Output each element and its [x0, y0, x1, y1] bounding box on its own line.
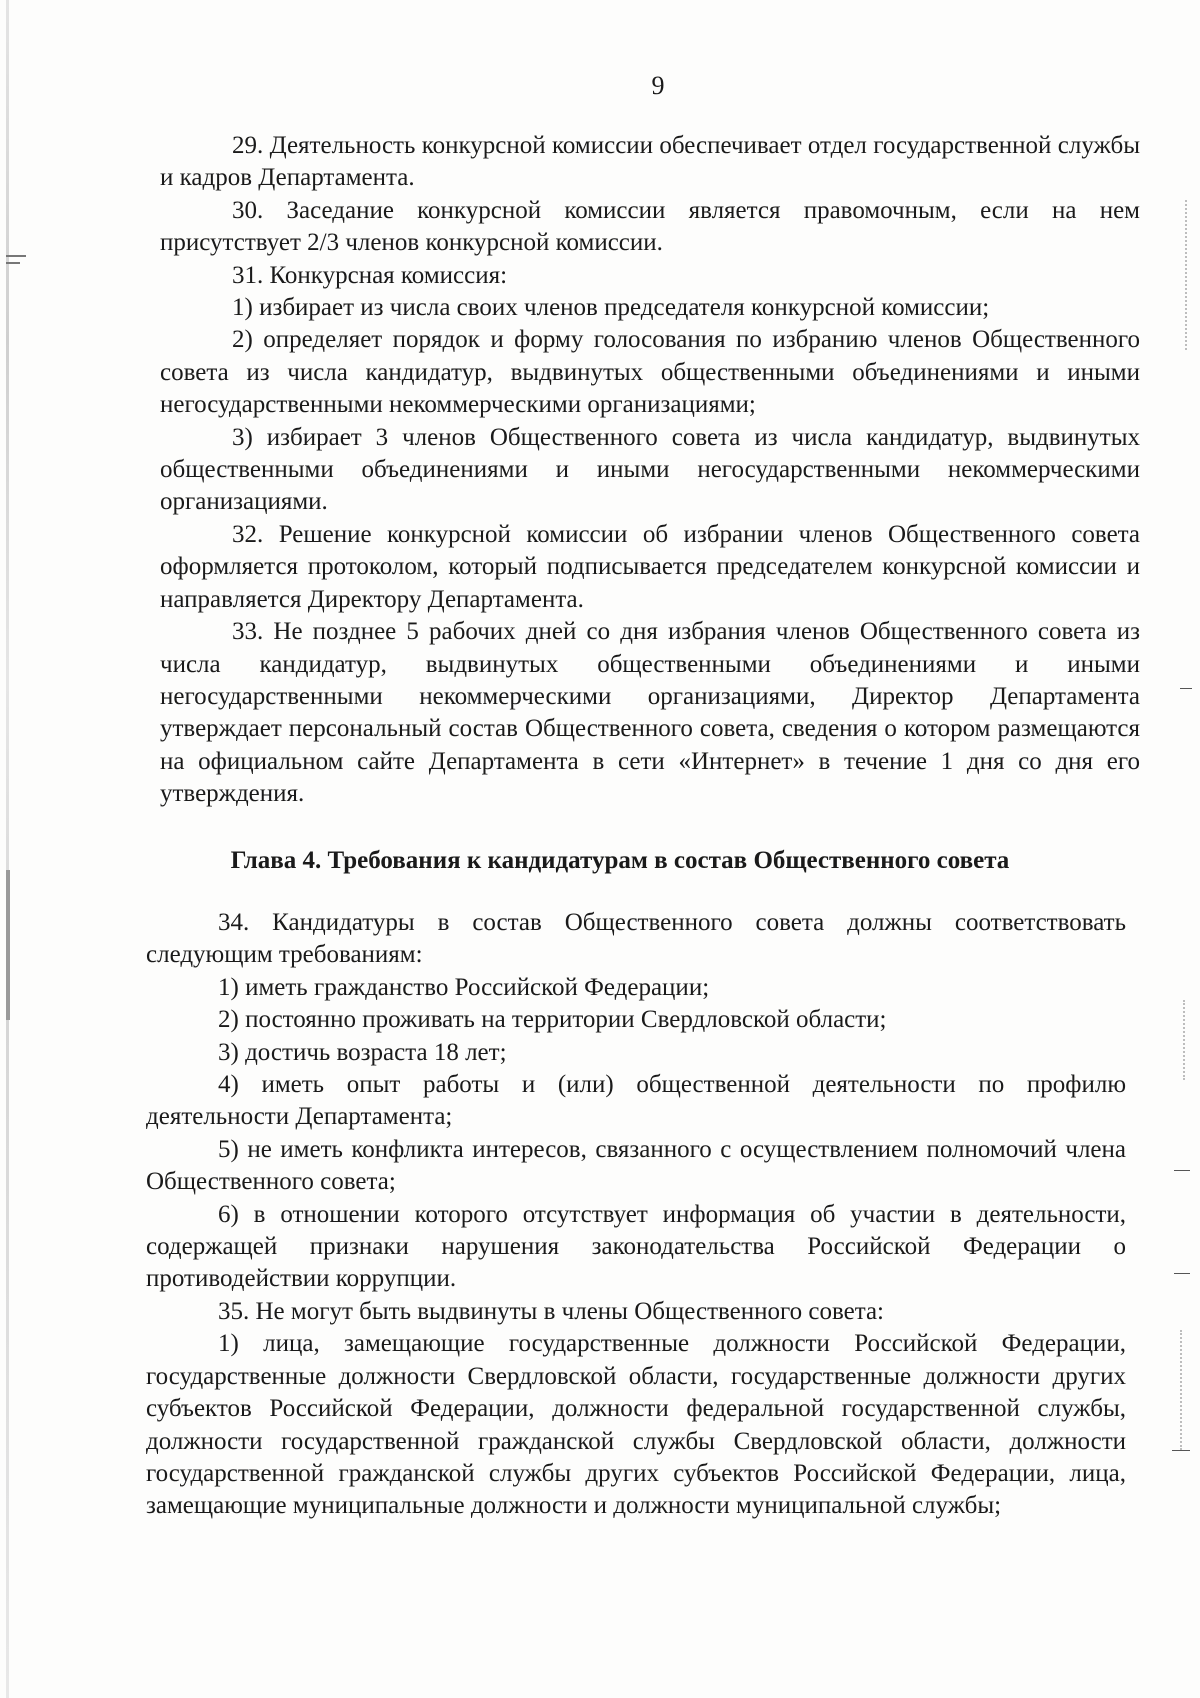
paragraph-31: 31. Конкурсная комиссия: — [232, 261, 508, 289]
paragraph-35: 35. Не могут быть выдвинуты в члены Общественного совета: — [218, 1297, 885, 1325]
scan-mark — [1180, 688, 1192, 689]
scan-mark — [1174, 1170, 1190, 1171]
list-item-34-6: 6) в отношении которого отсутствует информация об участии в деятельности, содержащей признаки нарушения законодательства Российской Федерации о противодействии коррупции. — [146, 1200, 1126, 1293]
scan-edge-artifact — [1185, 200, 1189, 350]
list-item-31-1: 1) избирает из числа своих членов председателя конкурсной комиссии; — [232, 294, 990, 322]
list-item-31-3: 3) избирает 3 членов Общественного совета из числа кандидатур, выдвинутых общественными объединениями и иными негосударственными некоммерческими организациями. — [160, 423, 1140, 516]
scan-mark — [6, 255, 26, 257]
list-item-31-2: 2) определяет порядок и форму голосования по избранию членов Общественного совета из числа кандидатур, выдвинутых общественными объединениями и иными негосударственными некоммерческими организациями; — [160, 326, 1140, 419]
scan-mark — [1174, 1273, 1190, 1274]
paragraph-33: 33. Не позднее 5 рабочих дней со дня избрания членов Общественного совета из числа кандидатур, выдвинутых общественными объединениями и иными негосударственными некоммерческими организациями, Директор Департамента утверждает персональный состав Общественного совета, сведения о котором размещаются на официальном сайте Департамента в сети «Интернет» в течение 1 дня со дня его утверждения. — [160, 618, 1140, 808]
list-item-34-2: 2) постоянно проживать на территории Свердловской области; — [218, 1006, 887, 1034]
scan-edge-artifact — [1180, 1330, 1184, 1450]
page-number: 9 — [651, 71, 665, 100]
scan-mark — [6, 870, 10, 1020]
list-item-35-1: 1) лица, замещающие государственные должности Российской Федерации, государственные должности Свердловской области, государственные должности других субъектов Российской Федерации, должности федеральной государственной службы, должности государственной гражданской службы Свердловской области, должности государственной гражданской службы других субъектов Российской Федерации, лица, замещающие муниципальные должности и должности муниципальной службы; — [146, 1330, 1126, 1520]
paragraph-34: 34. Кандидатуры в состав Общественного совета должны соответствовать следующим требованиям: — [146, 909, 1126, 969]
scan-mark — [6, 262, 20, 264]
list-item-34-5: 5) не иметь конфликта интересов, связанного с осуществлением полномочий члена Общественного совета; — [146, 1135, 1126, 1196]
paragraph-29: 29. Деятельность конкурсной комиссии обеспечивает отдел государственной службы и кадров Департамента. — [160, 132, 1140, 192]
list-item-34-4: 4) иметь опыт работы и (или) общественной деятельности по профилю деятельности Департамента; — [146, 1071, 1126, 1131]
scan-edge-artifact — [1183, 1000, 1187, 1080]
chapter-heading: Глава 4. Требования к кандидатурам в состав Общественного совета — [230, 847, 1010, 874]
body-text-section-3 — [160, 130, 1140, 811]
list-item-34-1: 1) иметь гражданство Российской Федерации; — [218, 973, 710, 1001]
body-text-section-4 — [146, 907, 1126, 1523]
list-item-34-3: 3) достичь возраста 18 лет; — [218, 1038, 507, 1066]
scan-mark — [1172, 1450, 1190, 1451]
paragraph-30: 30. Заседание конкурсной комиссии является правомочным, если на нем присутствует 2/3 членов конкурсной комиссии. — [160, 196, 1140, 257]
paragraph-32: 32. Решение конкурсной комиссии об избрании членов Общественного совета оформляется протоколом, который подписывается председателем конкурсной комиссии и направляется Директору Департамента. — [160, 520, 1140, 613]
